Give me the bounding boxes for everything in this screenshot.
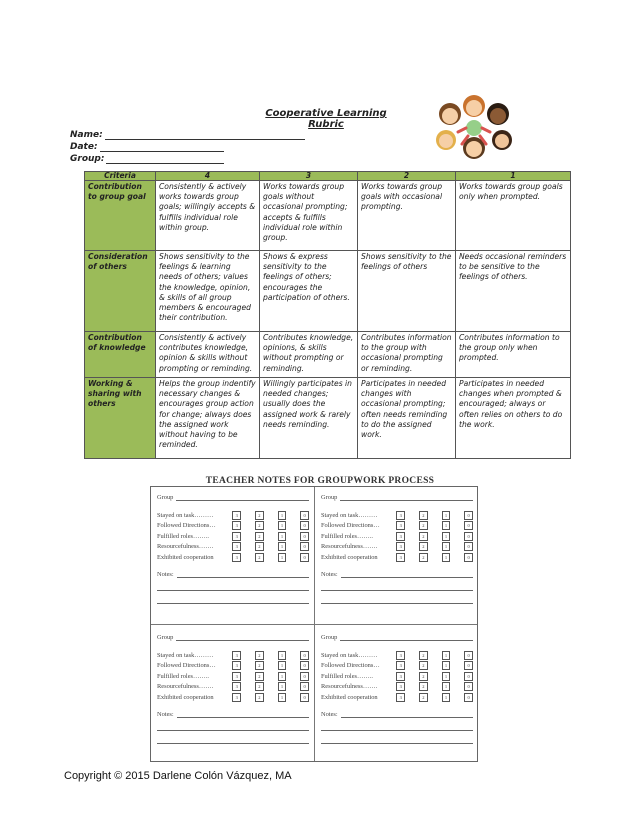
score-row [157,552,309,563]
notes-line [321,578,473,591]
score-box-3[interactable]: 3 [232,542,241,551]
score-row [321,661,473,672]
score-box-0[interactable]: 0 [300,542,309,551]
score-box-0[interactable]: 0 [300,682,309,691]
rubric-title: Cooperative Learning Rubric [265,108,387,130]
score-box-1[interactable]: 1 [442,521,451,530]
score-box-2[interactable]: 2 [255,693,264,702]
criterion-label: Followed Directions… [321,662,380,670]
score-box-0[interactable]: 0 [300,532,309,541]
score-box-1[interactable]: 1 [278,542,287,551]
score-box-2[interactable]: 2 [255,661,264,670]
score-box-3[interactable]: 3 [396,532,405,541]
score-box-2[interactable]: 2 [255,532,264,541]
notes-blank-line [341,570,473,578]
criterion-label: Exhibited cooperation [321,693,378,701]
descriptor-cell: Helps the group indentify necessary changes & encourages group action for change; always does the assigned work without having to be reminded. [156,378,260,459]
group-name-field[interactable] [157,491,309,501]
score-row [321,650,473,661]
descriptor-cell: Contributes information to the group with occasional prompting or reminding. [358,332,456,378]
score-box-3[interactable]: 3 [396,693,405,702]
group-name-field[interactable] [321,491,473,501]
criterion-label: Fulfilled roles…….. [321,532,374,540]
teacher-notes-title: TEACHER NOTES FOR GROUPWORK PROCESS [205,476,435,486]
criterion-label: Fulfilled roles…….. [321,672,374,680]
score-box-1[interactable]: 1 [278,553,287,562]
score-box-2[interactable]: 2 [255,672,264,681]
criteria-cell: Contribution of knowledge [85,332,156,378]
score-box-1[interactable]: 1 [442,511,451,520]
criterion-label: Stayed on task……… [321,651,378,659]
rubric-row-contribution-goal [85,181,571,251]
notes-blank-line [341,710,473,718]
score-box-1[interactable]: 1 [442,553,451,562]
score-box-0[interactable]: 0 [300,693,309,702]
criterion-label: Resourcefulness……. [157,683,214,691]
clasped-hands [466,120,482,136]
criterion-label: Resourcefulness……. [321,683,378,691]
score-box-0[interactable]: 0 [300,661,309,670]
score-row [321,682,473,693]
score-row [321,692,473,703]
group-blank-line [340,633,473,641]
score-box-1[interactable]: 1 [278,511,287,520]
criterion-label: Followed Directions… [321,522,380,530]
student-info-fields [70,128,305,164]
score-box-0[interactable]: 0 [464,511,473,520]
group-blank-line [176,633,309,641]
score-box-3[interactable]: 3 [396,682,405,691]
score-box-2[interactable]: 2 [255,651,264,660]
copyright-notice: Copyright © 2015 Darlene Colón Vázquez, MA [64,770,292,782]
score-box-3[interactable]: 3 [396,542,405,551]
score-row [157,661,309,672]
score-box-3[interactable]: 3 [396,521,405,530]
score-box-0[interactable]: 0 [464,661,473,670]
score-row [321,552,473,563]
score-box-2[interactable]: 2 [419,693,428,702]
notes-label: Notes: [321,710,338,718]
notes-line [157,731,309,744]
score-box-2[interactable]: 2 [419,553,428,562]
date-field[interactable] [70,140,305,152]
score-box-3[interactable]: 3 [232,661,241,670]
score-row [157,510,309,521]
group-label: Group [321,494,338,501]
score-box-2[interactable]: 2 [419,532,428,541]
score-box-3[interactable]: 3 [232,532,241,541]
score-row [157,650,309,661]
group-name-field[interactable] [321,631,473,641]
group-label: Group [157,494,174,501]
criteria-cell: Working & sharing with others [85,378,156,459]
notes-line [157,718,309,731]
score-box-0[interactable]: 0 [300,672,309,681]
score-box-3[interactable]: 3 [396,672,405,681]
criteria-cell: Contribution to group goal [85,181,156,251]
descriptor-cell: Shows & express sensitivity to the feelings of others; encourages the participation of others. [260,251,358,332]
score-box-1[interactable]: 1 [278,532,287,541]
criterion-label: Fulfilled roles…….. [157,672,210,680]
score-box-3[interactable]: 3 [232,511,241,520]
score-box-3[interactable]: 3 [232,651,241,660]
date-blank-line [100,142,224,152]
score-row [321,510,473,521]
teacher-notes-grid [150,486,478,762]
score-box-3[interactable]: 3 [232,672,241,681]
score-rows [157,510,309,563]
score-box-3[interactable]: 3 [396,511,405,520]
score-box-1[interactable]: 1 [442,682,451,691]
score-box-1[interactable]: 1 [442,661,451,670]
score-box-1[interactable]: 1 [278,651,287,660]
rubric-row-consideration [85,251,571,332]
score-box-0[interactable]: 0 [464,542,473,551]
score-row [157,542,309,553]
rubric-header-row [85,172,571,181]
score-box-2[interactable]: 2 [255,511,264,520]
score-box-0[interactable]: 0 [300,651,309,660]
score-rows [157,650,309,703]
criterion-label: Exhibited cooperation [321,553,378,561]
score-box-1[interactable]: 1 [442,532,451,541]
score-row [157,521,309,532]
criterion-label: Exhibited cooperation [157,693,214,701]
score-box-2[interactable]: 2 [419,521,428,530]
name-label: Name: [70,130,103,140]
score-box-1[interactable]: 1 [278,693,287,702]
descriptor-cell: Consistently & actively contributes knowledge, opinion & skills without prompting or reminding. [156,332,260,378]
notes-field[interactable] [157,707,309,718]
score-box-2[interactable]: 2 [419,672,428,681]
group-field[interactable] [70,152,305,164]
notes-line [157,578,309,591]
score-box-1[interactable]: 1 [278,521,287,530]
score-box-1[interactable]: 1 [278,682,287,691]
notes-line [321,731,473,744]
criterion-label: Followed Directions… [157,522,216,530]
score-row [157,671,309,682]
criterion-label: Stayed on task……… [321,511,378,519]
score-box-3[interactable]: 3 [396,651,405,660]
score-box-3[interactable]: 3 [396,661,405,670]
score-box-2[interactable]: 2 [419,682,428,691]
descriptor-cell: Shows sensitivity to the feelings of others [358,251,456,332]
group-label: Group [321,634,338,641]
cooperative-learning-rubric-table [84,171,571,459]
descriptor-cell: Willingly participates in needed changes; usually does the assigned work & rarely needs reminding. [260,378,358,459]
notes-label: Notes: [321,570,338,578]
descriptor-cell: Needs occasional reminders to be sensitive to the feelings of others. [456,251,571,332]
score-box-0[interactable]: 0 [300,511,309,520]
rubric-row-working-sharing [85,378,571,459]
group-blank-line [176,493,309,501]
score-row [321,521,473,532]
header-score-3: 3 [260,172,358,181]
score-box-0[interactable]: 0 [464,651,473,660]
header-score-1: 1 [456,172,571,181]
descriptor-cell: Contributes information to the group only when prompted. [456,332,571,378]
group-name-field[interactable] [157,631,309,641]
criterion-label: Stayed on task……… [157,511,214,519]
score-box-2[interactable]: 2 [255,542,264,551]
notes-line [321,591,473,604]
descriptor-cell: Consistently & actively works towards group goals; willingly accepts & fulfills individual role within group. [156,181,260,251]
descriptor-cell: Works towards group goals only when prompted. [456,181,571,251]
score-row [321,531,473,542]
name-blank-line [105,130,305,140]
score-box-1[interactable]: 1 [278,672,287,681]
criterion-label: Resourcefulness……. [321,543,378,551]
score-row [321,542,473,553]
group-blank-line [106,154,224,164]
score-box-3[interactable]: 3 [232,682,241,691]
score-box-0[interactable]: 0 [300,553,309,562]
group-label: Group: [70,154,105,164]
score-box-0[interactable]: 0 [464,532,473,541]
score-box-3[interactable]: 3 [232,693,241,702]
descriptor-cell: Works towards group goals without occasional prompting; accepts & fulfills individual role within group. [260,181,358,251]
header-criteria: Criteria [85,172,156,181]
score-rows [321,510,473,563]
descriptor-cell: Shows sensitivity to the feelings & learning needs of others; values the knowledge, opinion, & skills of all group members & encouraged their contribution. [156,251,260,332]
score-box-1[interactable]: 1 [442,542,451,551]
child-1 [439,103,461,125]
descriptor-cell: Participates in needed changes when prompted & encouraged; always or often relies on others to do the work. [456,378,571,459]
score-row [321,671,473,682]
score-rows [321,650,473,703]
criterion-label: Followed Directions… [157,662,216,670]
score-row [157,692,309,703]
child-2 [463,95,485,117]
group-blank-line [340,493,473,501]
score-box-0[interactable]: 0 [464,672,473,681]
header-score-4: 4 [156,172,260,181]
notes-field[interactable] [157,567,309,578]
child-4 [436,130,456,150]
score-box-1[interactable]: 1 [278,661,287,670]
child-3 [487,103,509,125]
criterion-label: Exhibited cooperation [157,553,214,561]
descriptor-cell: Participates in needed changes with occasional prompting; often needs reminding to do the assigned work. [358,378,456,459]
group-label: Group [157,634,174,641]
criterion-label: Fulfilled roles…….. [157,532,210,540]
child-5 [492,130,512,150]
notes-blank-line [177,570,309,578]
criterion-label: Stayed on task……… [157,651,214,659]
descriptor-cell: Contributes knowledge, opinions, & skills without prompting or reminding. [260,332,358,378]
group-notes-panel-3 [157,631,309,761]
notes-field[interactable] [321,567,473,578]
notes-line [157,591,309,604]
score-row [157,682,309,693]
group-notes-panel-2 [321,491,473,621]
score-row [157,531,309,542]
score-box-0[interactable]: 0 [464,682,473,691]
score-box-2[interactable]: 2 [419,511,428,520]
group-notes-panel-4 [321,631,473,761]
score-box-3[interactable]: 3 [232,553,241,562]
score-box-3[interactable]: 3 [232,521,241,530]
score-box-0[interactable]: 0 [464,521,473,530]
score-box-2[interactable]: 2 [255,682,264,691]
criteria-cell: Consideration of others [85,251,156,332]
score-box-2[interactable]: 2 [255,553,264,562]
score-box-2[interactable]: 2 [419,661,428,670]
name-field[interactable] [70,128,305,140]
rubric-row-knowledge [85,332,571,378]
score-box-1[interactable]: 1 [442,672,451,681]
notes-label: Notes: [157,710,174,718]
children-circle-illustration-icon [428,92,520,168]
group-notes-panel-1 [157,491,309,621]
notes-field[interactable] [321,707,473,718]
score-box-0[interactable]: 0 [464,553,473,562]
score-box-2[interactable]: 2 [419,542,428,551]
score-box-0[interactable]: 0 [464,693,473,702]
notes-blank-line [177,710,309,718]
header-score-2: 2 [358,172,456,181]
score-box-1[interactable]: 1 [442,651,451,660]
score-box-2[interactable]: 2 [419,651,428,660]
score-box-2[interactable]: 2 [255,521,264,530]
grid-horizontal-divider [151,624,477,625]
criterion-label: Resourcefulness……. [157,543,214,551]
notes-label: Notes: [157,570,174,578]
score-box-3[interactable]: 3 [396,553,405,562]
score-box-1[interactable]: 1 [442,693,451,702]
date-label: Date: [70,142,98,152]
notes-line [321,718,473,731]
descriptor-cell: Works towards group goals with occasional prompting. [358,181,456,251]
score-box-0[interactable]: 0 [300,521,309,530]
